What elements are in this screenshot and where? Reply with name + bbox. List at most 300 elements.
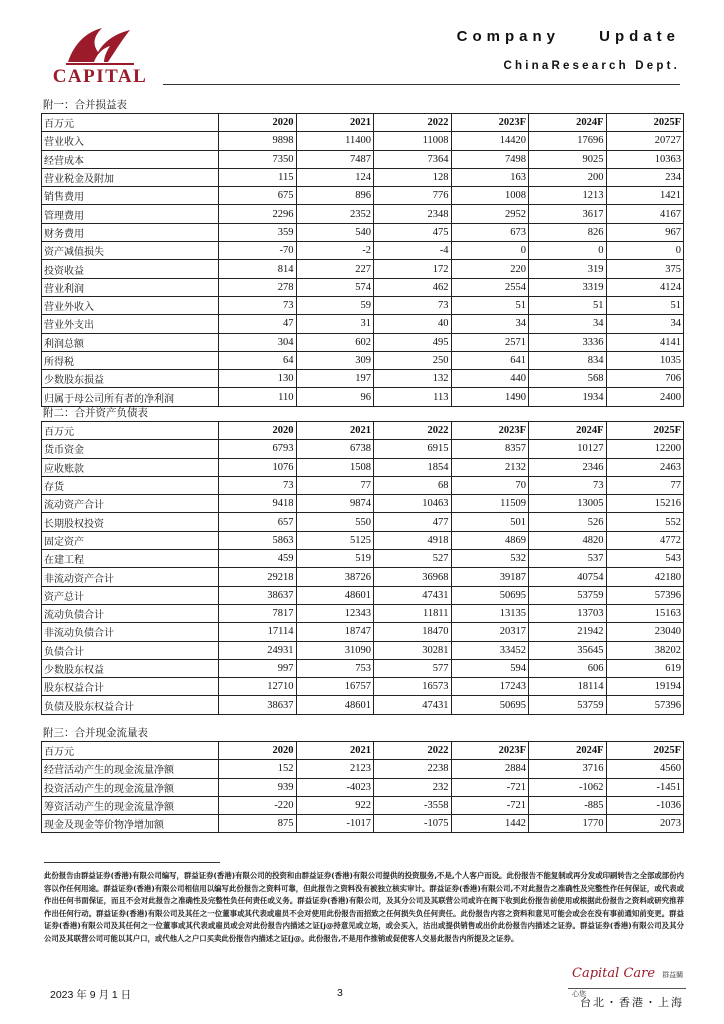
table-cell: 14420 [451,132,529,150]
table-cell: 673 [451,223,529,241]
table-cell: 2463 [606,458,684,476]
table-cell: 20317 [451,623,529,641]
table-cell: 1008 [451,187,529,205]
table-cell: 675 [219,187,297,205]
table-header-row [42,742,684,760]
row-label: 货币资金 [42,440,219,458]
row-label: 管理费用 [42,205,219,223]
table-cell: 552 [606,513,684,531]
table-cell: 1490 [451,388,529,406]
table-cell: 9025 [529,150,607,168]
table-cell: 5863 [219,531,297,549]
table-cell: 15216 [606,495,684,513]
table-cell: 42180 [606,568,684,586]
table-cell: 30281 [374,641,452,659]
table-cell: 68 [374,476,452,494]
income-statement-section [41,98,683,407]
table-cell: 11811 [374,604,452,622]
table-cell: 15163 [606,604,684,622]
table-cell: 939 [219,778,297,796]
table-cell: 1035 [606,351,684,369]
row-label: 负债合计 [42,641,219,659]
table-cell: 64 [219,351,297,369]
table-cell: 2400 [606,388,684,406]
table-cell: 309 [296,351,374,369]
table-cell: 16573 [374,678,452,696]
table-cell: 73 [219,296,297,314]
table-cell: 814 [219,260,297,278]
table-cell: 12710 [219,678,297,696]
table-cell: -2 [296,242,374,260]
row-label: 非流动资产合计 [42,568,219,586]
table-cell: 18470 [374,623,452,641]
table-cell: 7498 [451,150,529,168]
row-label: 存货 [42,476,219,494]
table-cell: 110 [219,388,297,406]
row-label: 流动资产合计 [42,495,219,513]
report-date: 2023 年 9 月 1 日 [50,989,132,1001]
column-header: 2025F [606,114,684,132]
table-cell: 48601 [296,696,374,714]
row-label: 应收账款 [42,458,219,476]
table-row [42,586,684,604]
column-header: 2023F [451,742,529,760]
table-cell: 495 [374,333,452,351]
table-cell: 11509 [451,495,529,513]
table-cell: 4124 [606,278,684,296]
table-row [42,458,684,476]
table-cell: 47431 [374,586,452,604]
table-cell: 51 [606,296,684,314]
row-label: 利润总额 [42,333,219,351]
table-cell: 519 [296,550,374,568]
row-label: 财务费用 [42,223,219,241]
table-header-row [42,422,684,440]
section-title: 附二：合并资产负债表 [43,407,148,419]
table-cell: 50695 [451,586,529,604]
column-header: 2025F [606,742,684,760]
table-cell: 967 [606,223,684,241]
table-cell: 997 [219,659,297,677]
table-cell: 2238 [374,760,452,778]
table-cell: 16757 [296,678,374,696]
table-cell: 47431 [374,696,452,714]
column-header: 2022 [374,742,452,760]
table-cell: 51 [529,296,607,314]
table-cell: 197 [296,370,374,388]
table-cell: 7364 [374,150,452,168]
table-cell: 7487 [296,150,374,168]
column-header: 2022 [374,114,452,132]
table-cell: 47 [219,315,297,333]
table-cell: 834 [529,351,607,369]
row-label: 所得税 [42,351,219,369]
table-row [42,641,684,659]
table-cell: 3716 [529,760,607,778]
table-cell: 17114 [219,623,297,641]
table-cell: 0 [529,242,607,260]
table-row [42,388,684,406]
table-cell: 1508 [296,458,374,476]
cash-flow-table [41,741,684,833]
table-cell: 250 [374,351,452,369]
column-header: 2022 [374,422,452,440]
table-row [42,568,684,586]
table-cell: 9898 [219,132,297,150]
table-row [42,760,684,778]
logo-text: CAPITAL [52,66,148,87]
table-row [42,187,684,205]
row-label: 流动负债合计 [42,604,219,622]
table-cell: -721 [451,778,529,796]
care-brand: Capital Care [572,966,656,981]
table-cell: 2073 [606,815,684,833]
table-cell: 57396 [606,586,684,604]
table-cell: 7350 [219,150,297,168]
table-cell: -1062 [529,778,607,796]
row-label: 少数股东权益 [42,659,219,677]
table-cell: 96 [296,388,374,406]
table-cell: 602 [296,333,374,351]
table-cell: 13005 [529,495,607,513]
table-cell: 753 [296,659,374,677]
table-cell: 1442 [451,815,529,833]
table-cell: -1017 [296,815,374,833]
table-cell: 29218 [219,568,297,586]
table-cell: 10463 [374,495,452,513]
table-row [42,132,684,150]
row-label: 在建工程 [42,550,219,568]
table-cell: 124 [296,168,374,186]
table-cell: -885 [529,796,607,814]
section-title: 附一：合并损益表 [43,99,127,111]
table-cell: 73 [529,476,607,494]
table-row [42,296,684,314]
table-row [42,315,684,333]
table-cell: 4869 [451,531,529,549]
table-cell: 1854 [374,458,452,476]
table-cell: 4141 [606,333,684,351]
table-cell: 527 [374,550,452,568]
table-cell: -70 [219,242,297,260]
table-cell: 3617 [529,205,607,223]
care-slogan: 群益關心您 [572,971,684,998]
page-number: 3 [337,987,343,999]
table-cell: 4820 [529,531,607,549]
table-cell: 73 [219,476,297,494]
column-header: 2021 [296,422,374,440]
table-cell: 501 [451,513,529,531]
table-cell: 38202 [606,641,684,659]
table-cell: 227 [296,260,374,278]
table-row [42,623,684,641]
table-cell: 477 [374,513,452,531]
unit-label: 百万元 [42,114,219,132]
column-header: 2023F [451,422,529,440]
table-cell: -4 [374,242,452,260]
table-row [42,796,684,814]
table-cell: 543 [606,550,684,568]
table-row [42,278,684,296]
table-row [42,513,684,531]
table-cell: 1934 [529,388,607,406]
table-cell: 18114 [529,678,607,696]
table-cell: 1421 [606,187,684,205]
unit-label: 百万元 [42,742,219,760]
table-cell: 532 [451,550,529,568]
table-cell: 606 [529,659,607,677]
table-cell: 23040 [606,623,684,641]
table-cell: 38637 [219,696,297,714]
table-cell: 574 [296,278,374,296]
table-cell: 17243 [451,678,529,696]
table-cell: 1770 [529,815,607,833]
table-cell: 440 [451,370,529,388]
table-cell: 462 [374,278,452,296]
table-row [42,696,684,714]
table-cell: 17696 [529,132,607,150]
table-cell: 57396 [606,696,684,714]
table-cell: -220 [219,796,297,814]
row-label: 筹资活动产生的现金流量净额 [42,796,219,814]
table-cell: 6738 [296,440,374,458]
eagle-logo-icon [64,22,136,66]
table-cell: 36968 [374,568,452,586]
column-header: 2024F [529,742,607,760]
table-cell: 619 [606,659,684,677]
table-cell: 11400 [296,132,374,150]
table-cell: 10363 [606,150,684,168]
table-cell: 706 [606,370,684,388]
table-cell: 21942 [529,623,607,641]
table-cell: 4918 [374,531,452,549]
table-cell: 826 [529,223,607,241]
table-row [42,604,684,622]
table-cell: 2554 [451,278,529,296]
table-cell: 132 [374,370,452,388]
table-cell: -3558 [374,796,452,814]
table-cell: -1451 [606,778,684,796]
table-cell: 172 [374,260,452,278]
table-cell: 77 [606,476,684,494]
table-cell: 200 [529,168,607,186]
table-cell: 1076 [219,458,297,476]
table-row [42,260,684,278]
table-cell: 10127 [529,440,607,458]
table-cell: 6915 [374,440,452,458]
table-row [42,223,684,241]
table-cell: 2132 [451,458,529,476]
table-cell: 475 [374,223,452,241]
table-cell: 40754 [529,568,607,586]
row-label: 归属于母公司所有者的净利润 [42,388,219,406]
table-row [42,778,684,796]
table-cell: 359 [219,223,297,241]
column-header: 2020 [219,422,297,440]
balance-sheet-section [41,406,683,715]
table-cell: 550 [296,513,374,531]
table-cell: 7817 [219,604,297,622]
table-cell: 4167 [606,205,684,223]
table-cell: 53759 [529,586,607,604]
column-header: 2024F [529,114,607,132]
table-cell: 11008 [374,132,452,150]
table-cell: 375 [606,260,684,278]
table-cell: 540 [296,223,374,241]
table-row [42,678,684,696]
table-cell: -1036 [606,796,684,814]
table-cell: 34 [606,315,684,333]
table-cell: 459 [219,550,297,568]
table-cell: 38637 [219,586,297,604]
row-label: 投资收益 [42,260,219,278]
table-cell: 19194 [606,678,684,696]
footnote-divider [44,862,220,863]
table-cell: 232 [374,778,452,796]
table-cell: 9418 [219,495,297,513]
table-cell: 34 [451,315,529,333]
table-cell: 130 [219,370,297,388]
row-label: 投资活动产生的现金流量净额 [42,778,219,796]
table-cell: 18747 [296,623,374,641]
row-label: 营业利润 [42,278,219,296]
table-cell: -1075 [374,815,452,833]
table-cell: 568 [529,370,607,388]
column-header: 2021 [296,114,374,132]
row-label: 营业外支出 [42,315,219,333]
column-header: 2020 [219,114,297,132]
header-divider [163,84,680,85]
capital-care-logo [572,962,690,998]
table-cell: 12343 [296,604,374,622]
table-cell: 33452 [451,641,529,659]
table-cell: 24931 [219,641,297,659]
table-cell: 163 [451,168,529,186]
table-cell: 34 [529,315,607,333]
table-cell: 319 [529,260,607,278]
table-cell: 53759 [529,696,607,714]
table-cell: 40 [374,315,452,333]
table-cell: 0 [606,242,684,260]
table-cell: 13135 [451,604,529,622]
row-label: 股东权益合计 [42,678,219,696]
table-row [42,150,684,168]
table-row [42,815,684,833]
table-row [42,370,684,388]
capital-logo [44,22,156,88]
disclaimer-text: 此份报告由群益证券(香港)有限公司编写，群益证券(香港)有限公司的投资和由群益证券(香港)有限公司提供的投资服务,不是,个人客户而设。此份报告不能复制或再分发或印刷转告之全部或部份内容以作任何用途。群益证券(香港)有限公司相信用以编写此份报告之资料可靠，但此报告之资料没有被独立核实审计。群益证券(香港)有限公司,不对此报告之准确性及完整性作任何保证，或代表或作出任何书面保证，而且不会对此报告之准确性及完整性负任何责任或义务。群益证券(香港)有限公司，及其分公司及其联营公司或许在阁下收到此份报告前使用或根据此份报告之资料或研究推荐作出任何行动。群益证券(香港)有限公司及其任之一位董事或其代表或雇员不会对使用此份报告而招致之任何损失负任何责任。此份报告内容之资料和意见可能会或会在没有事前通知前变更。群益证券(香港)有限公司及其任何之一位董事或其代表或雇员或会对此份报告内描述之证[j@持意见或立场，或会买入，沽出或提供销售或出价此份报告内描述之证券。群益证券(香港)有限公司及其分公司及其联营公司可能以其户口，或代他人之户口买卖此份报告内描述之证[j@。此份报告,不是用作推销或促使客人交易此报告内所提及之证券。 [44,871,684,943]
office-cities: 台北・香港・上海 [580,996,684,1009]
table-cell: 3336 [529,333,607,351]
row-label: 长期股权投资 [42,513,219,531]
table-cell: 657 [219,513,297,531]
table-cell: 776 [374,187,452,205]
table-cell: 577 [374,659,452,677]
table-cell: 70 [451,476,529,494]
table-cell: 31090 [296,641,374,659]
table-cell: -4023 [296,778,374,796]
table-cell: 115 [219,168,297,186]
table-row [42,659,684,677]
table-row [42,531,684,549]
table-cell: 1213 [529,187,607,205]
report-type-title: Company Update [456,28,680,45]
table-cell: 152 [219,760,297,778]
balance-sheet-table [41,421,684,715]
row-label: 资产减值损失 [42,242,219,260]
table-cell: 2952 [451,205,529,223]
table-row [42,168,684,186]
table-cell: 9874 [296,495,374,513]
table-cell: 4772 [606,531,684,549]
table-cell: -721 [451,796,529,814]
cash-flow-section [41,726,683,833]
table-cell: 39187 [451,568,529,586]
section-title: 附三：合并现金流量表 [43,727,148,739]
row-label: 经营活动产生的现金流量净额 [42,760,219,778]
care-divider [568,988,686,989]
table-cell: 278 [219,278,297,296]
table-row [42,205,684,223]
row-label: 营业税金及附加 [42,168,219,186]
table-cell: 2884 [451,760,529,778]
table-cell: 51 [451,296,529,314]
table-cell: 2123 [296,760,374,778]
row-label: 现金及现金等价物净增加额 [42,815,219,833]
column-header: 2025F [606,422,684,440]
table-row [42,440,684,458]
table-row [42,476,684,494]
row-label: 固定资产 [42,531,219,549]
income-statement-table [41,113,684,407]
table-cell: 20727 [606,132,684,150]
table-cell: 304 [219,333,297,351]
row-label: 营业外收入 [42,296,219,314]
table-cell: 12200 [606,440,684,458]
table-cell: 3319 [529,278,607,296]
table-cell: 48601 [296,586,374,604]
table-row [42,333,684,351]
table-row [42,495,684,513]
table-cell: 77 [296,476,374,494]
column-header: 2020 [219,742,297,760]
table-row [42,550,684,568]
row-label: 少数股东损益 [42,370,219,388]
row-label: 营业收入 [42,132,219,150]
table-cell: 31 [296,315,374,333]
table-cell: 2352 [296,205,374,223]
table-cell: 2348 [374,205,452,223]
table-cell: 2296 [219,205,297,223]
table-cell: 4560 [606,760,684,778]
row-label: 销售费用 [42,187,219,205]
table-cell: 234 [606,168,684,186]
table-cell: 8357 [451,440,529,458]
table-cell: 875 [219,815,297,833]
table-cell: 50695 [451,696,529,714]
table-cell: 6793 [219,440,297,458]
unit-label: 百万元 [42,422,219,440]
table-cell: 113 [374,388,452,406]
row-label: 资产总计 [42,586,219,604]
table-cell: 13703 [529,604,607,622]
table-cell: 5125 [296,531,374,549]
table-cell: 526 [529,513,607,531]
column-header: 2021 [296,742,374,760]
table-cell: 35645 [529,641,607,659]
table-cell: 896 [296,187,374,205]
table-header-row [42,114,684,132]
